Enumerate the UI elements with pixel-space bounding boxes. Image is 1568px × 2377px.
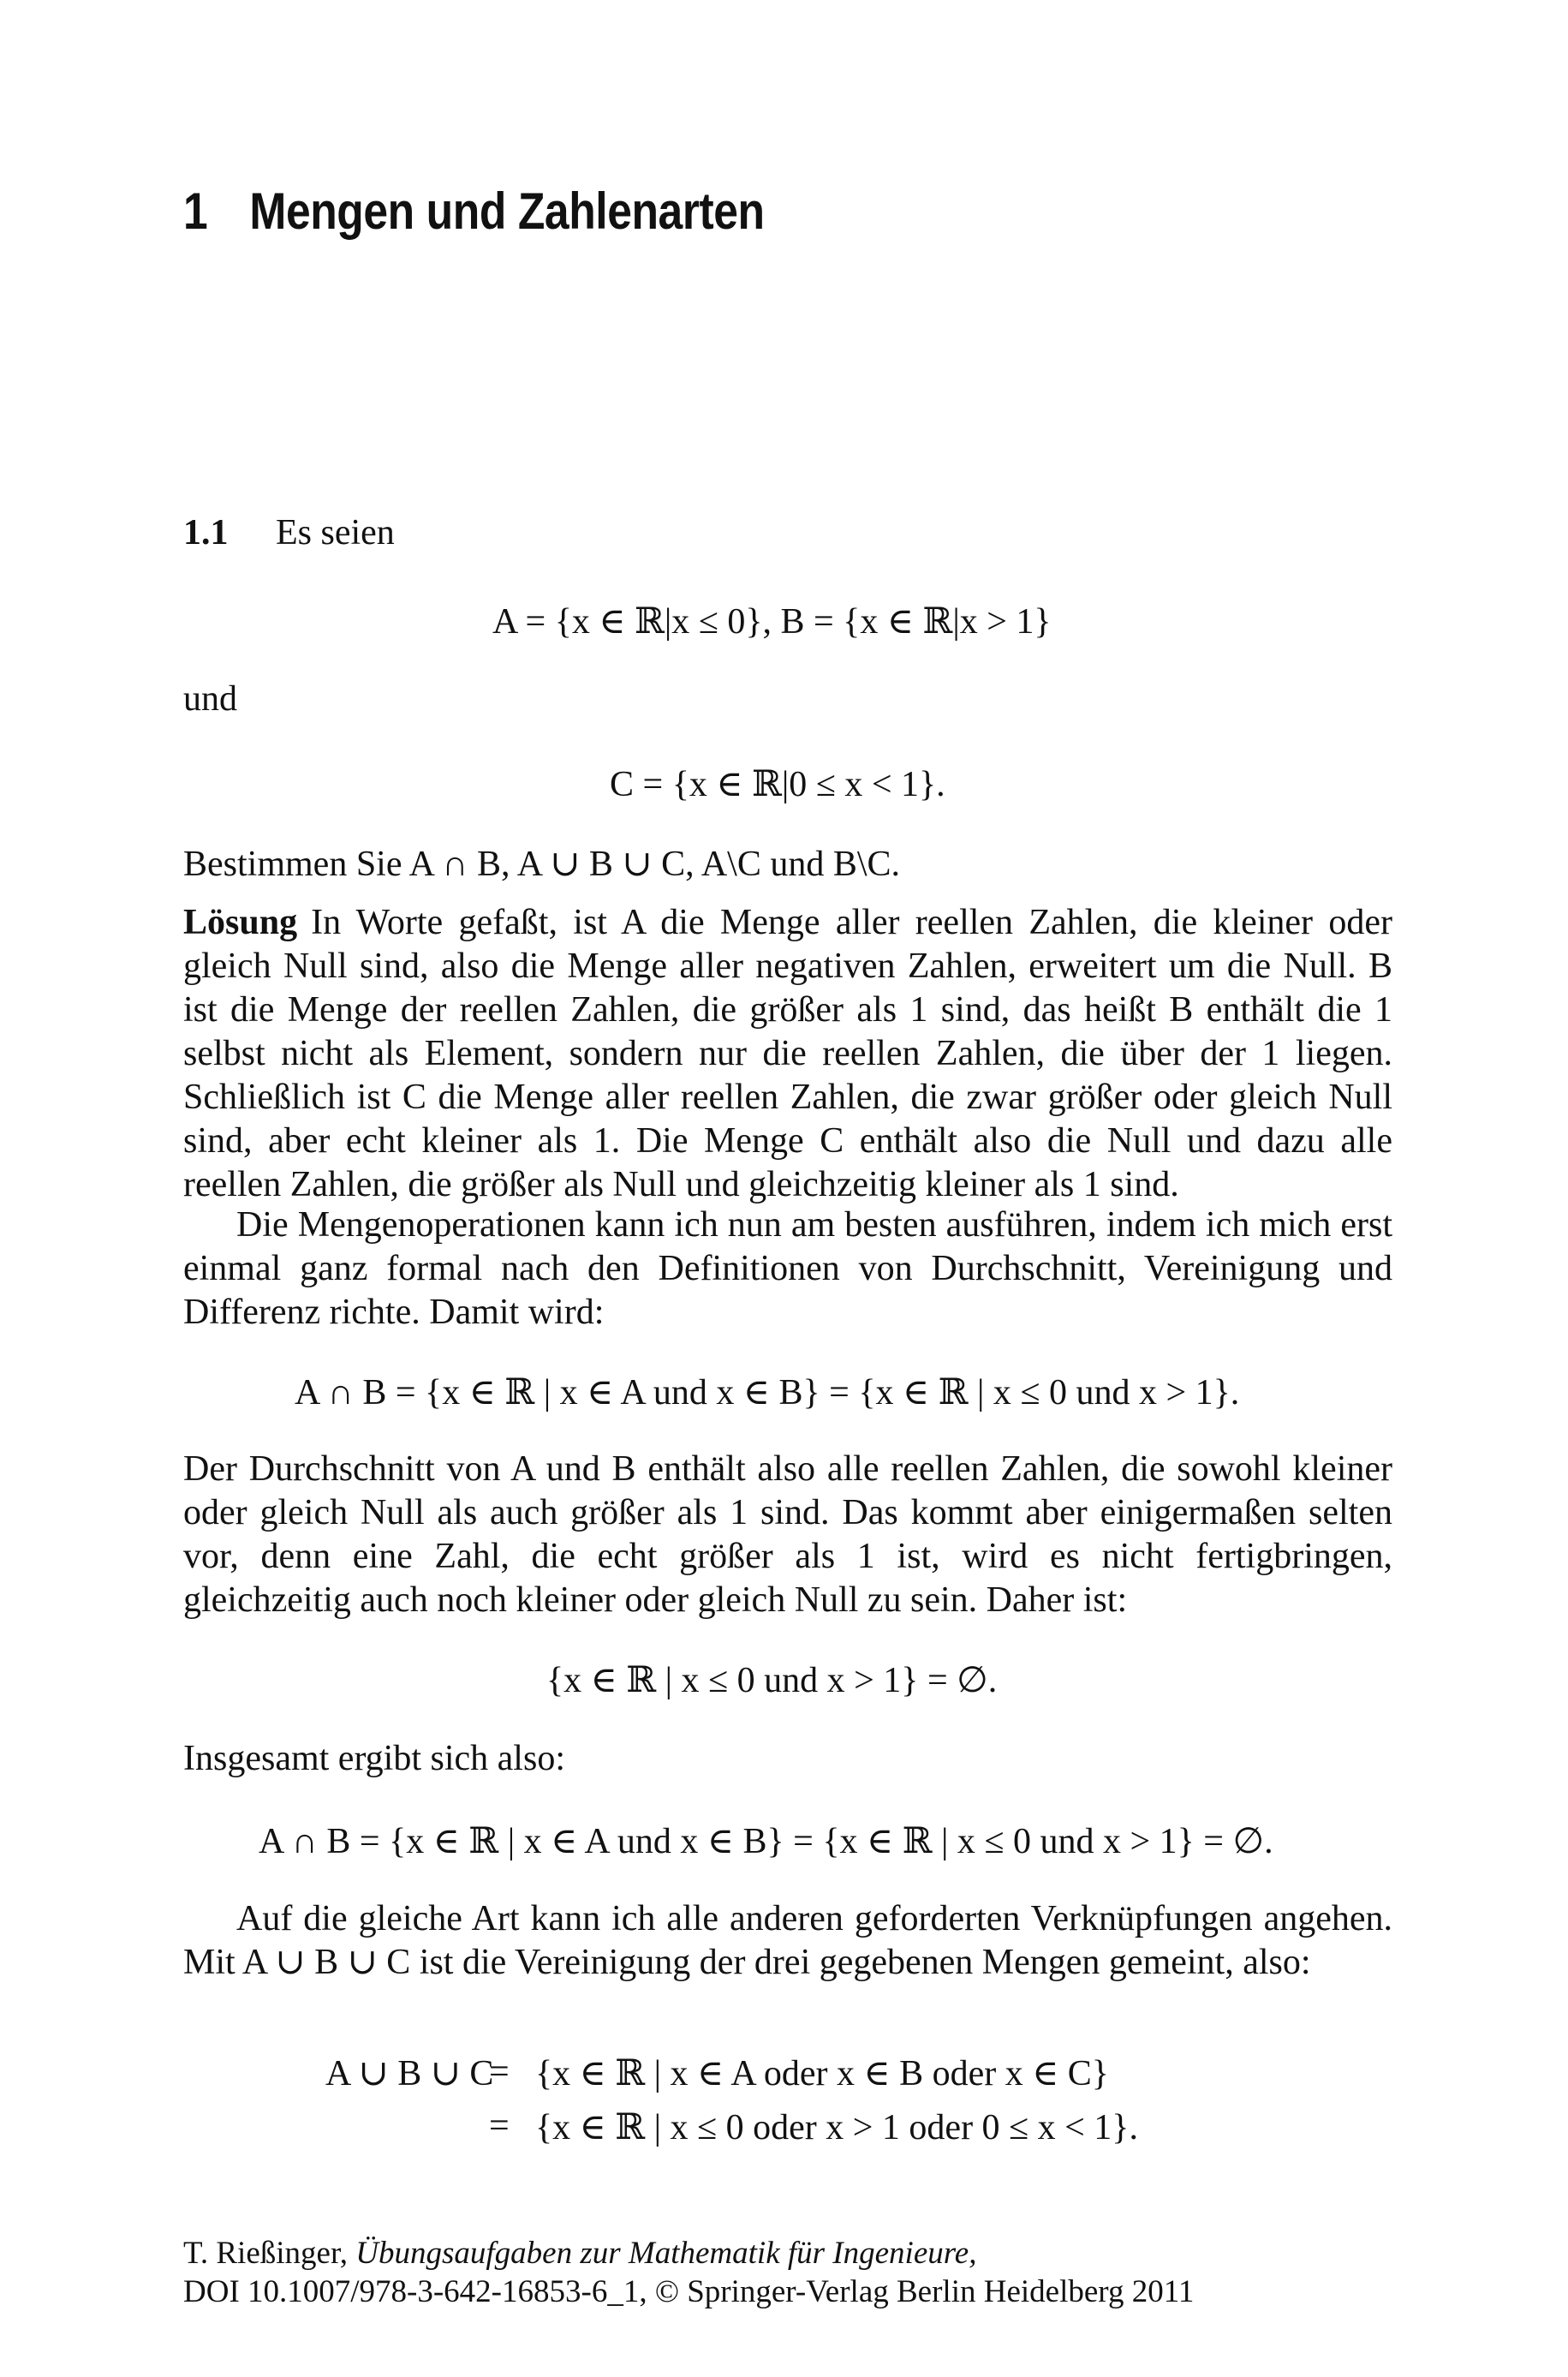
equation-intersection-result: A ∩ B = {x ∈ ℝ | x ∈ A und x ∈ B} = {x ∈ ℝ | x ≤ 0 und x > 1} = ∅. xyxy=(259,1822,1273,1861)
solution-paragraph-1 xyxy=(183,901,1392,1207)
footer-doi: DOI 10.1007/978-3-642-16853-6_1, © Springer-Verlag Berlin Heidelberg 2011 xyxy=(183,2274,1195,2309)
equation-empty-set: {x ∈ ℝ | x ≤ 0 und x > 1} = ∅. xyxy=(546,1661,998,1700)
solution-paragraph-2: Die Mengenoperationen kann ich nun am besten ausführen, indem ich mich erst einmal ganz formal nach den Definitionen von Durchschnitt, Vereinigung und Differenz richte. Damit wird: xyxy=(183,1205,1392,1332)
equation-intersection: A ∩ B = {x ∈ ℝ | x ∈ A und x ∈ B} = {x ∈ ℝ | x ≤ 0 und x > 1}. xyxy=(295,1373,1240,1412)
equation-union-lhs: A ∪ B ∪ C xyxy=(325,2054,494,2093)
footer-book-title: Übungsaufgaben zur Mathematik für Ingenieure, xyxy=(355,2236,977,2271)
equation-union-rhs-1: {x ∈ ℝ | x ∈ A oder x ∈ B oder x ∈ C} xyxy=(535,2054,1109,2093)
equation-union-rel-1: = xyxy=(489,2052,510,2092)
solution-text-1: In Worte gefaßt, ist A die Menge aller reellen Zahlen, die kleiner oder gleich Null sind, also die Menge aller negativen Zahlen, erweitert um die Null. B ist die Menge der reellen Zahlen, die größer als 1 sind, das heißt B enthält die 1 selbst nicht als Element, sondern nur die reellen Zahlen, die über der 1 liegen. Schließlich ist C die Menge aller reellen Zahlen, die zwar größer oder gleich Null sind, aber echt kleiner als 1. Die Menge C enthält also die Null und dazu alle reellen Zahlen, die größer als Null und gleichzeitig kleiner als 1 sind. xyxy=(183,903,1392,1204)
exercise-intro: Es seien xyxy=(276,513,395,552)
connector-und: und xyxy=(183,679,237,719)
equation-union-rhs-2: {x ∈ ℝ | x ≤ 0 oder x > 1 oder 0 ≤ x < 1}. xyxy=(535,2108,1138,2147)
solution-label: Lösung xyxy=(183,903,298,942)
chapter-title: Mengen und Zahlenarten xyxy=(249,182,765,240)
footer-citation xyxy=(183,2234,1194,2311)
footer-line-1 xyxy=(183,2234,1194,2272)
chapter-heading xyxy=(183,182,765,241)
exercise-number: 1.1 xyxy=(183,513,229,552)
solution-paragraph-5: Auf die gleiche Art kann ich alle anderen geforderten Verknüpfungen angehen. Mit A ∪ B ∪ C ist die Vereinigung der drei gegebenen Mengen gemeint, also: xyxy=(183,1899,1392,1982)
equation-union-rel-2: = xyxy=(489,2106,510,2146)
solution-paragraph-4: Insgesamt ergibt sich also: xyxy=(183,1739,565,1778)
task-statement: Bestimmen Sie A ∩ B, A ∪ B ∪ C, A\C und B\C. xyxy=(183,845,901,884)
equation-set-c: C = {x ∈ ℝ|0 ≤ x < 1}. xyxy=(610,765,945,804)
chapter-number: 1 xyxy=(183,182,208,240)
solution-paragraph-3: Der Durchschnitt von A und B enthält also alle reellen Zahlen, die sowohl kleiner oder gleich Null als auch größer als 1 sind. Das kommt aber einigermaßen selten vor, denn eine Zahl, die echt größer als 1 ist, wird es nicht fertigbringen, gleichzeitig auch noch kleiner oder gleich Null zu sein. Daher ist: xyxy=(183,1449,1392,1620)
exercise-header xyxy=(183,512,395,553)
footer-author: T. Rießinger, xyxy=(183,2236,349,2271)
equation-sets-a-b: A = {x ∈ ℝ|x ≤ 0}, B = {x ∈ ℝ|x > 1} xyxy=(492,602,1052,642)
